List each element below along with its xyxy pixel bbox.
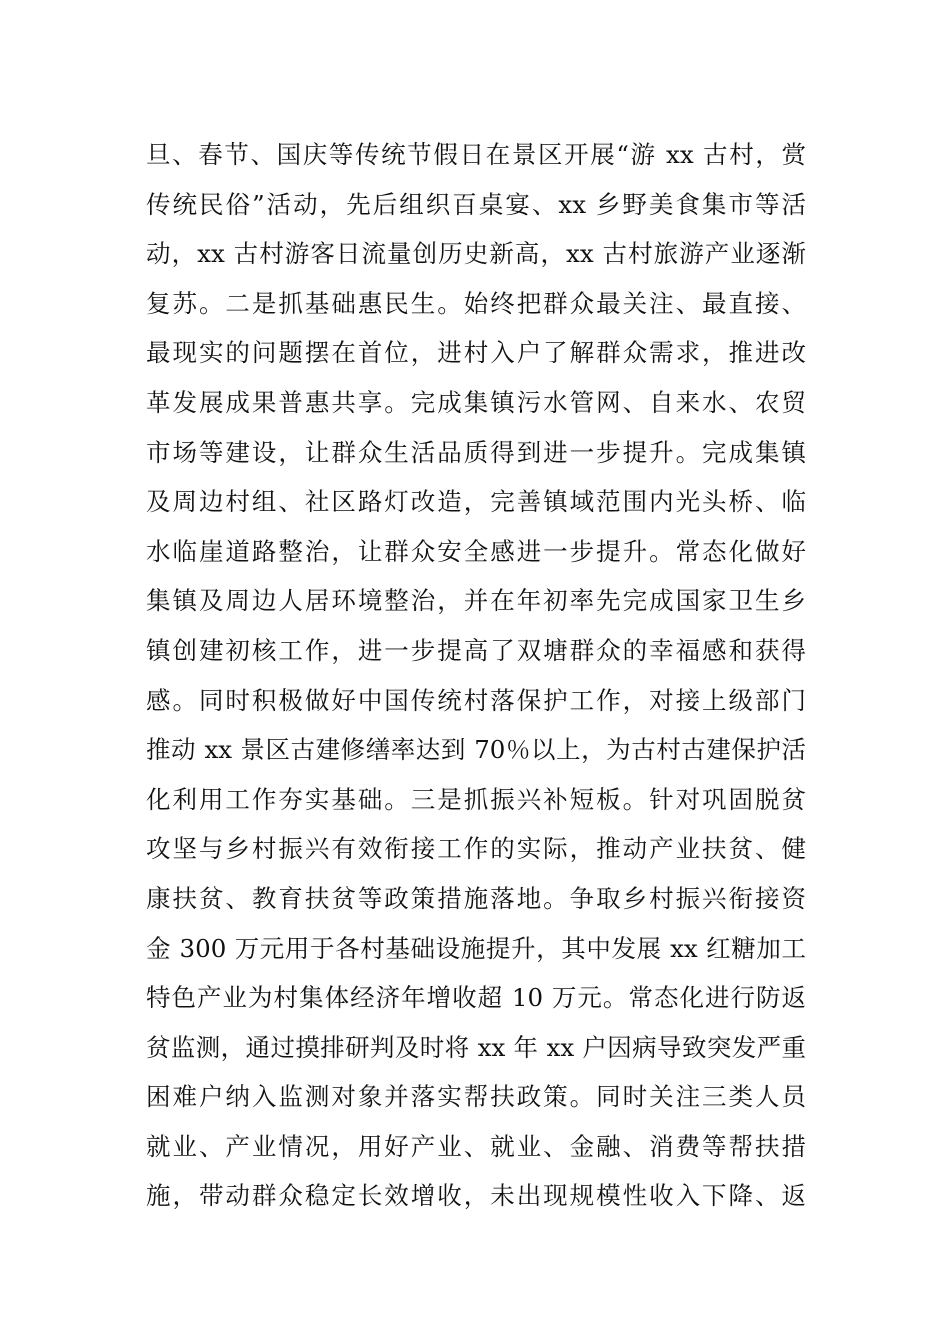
- text-line: 施，带动群众稳定长效增收，未出现规模性收入下降、返: [146, 1181, 806, 1211]
- text-line: 旦、春节、国庆等传统节假日在景区开展“游 xx 古村，赏: [146, 140, 806, 169]
- text-line: 化利用工作夯实基础。三是抓振兴补短板。针对巩固脱贫: [146, 784, 806, 814]
- text-line: 困难户纳入监测对象并落实帮扶政策。同时关注三类人员: [146, 1082, 806, 1112]
- text-line: 动，xx 古村游客日流量创历史新高，xx 古村旅游产业逐渐: [146, 239, 806, 269]
- text-line: 市场等建设，让群众生活品质得到进一步提升。完成集镇: [146, 437, 806, 467]
- text-line: 传统民俗”活动，先后组织百桌宴、xx 乡野美食集市等活: [146, 189, 806, 219]
- text-line: 革发展成果普惠共享。完成集镇污水管网、自来水、农贸: [146, 387, 806, 417]
- text-line: 特色产业为村集体经济年增收超 10 万元。常态化进行防返: [146, 983, 806, 1013]
- text-line: 感。同时积极做好中国传统村落保护工作，对接上级部门: [146, 685, 806, 715]
- body-text: [146, 130, 806, 1221]
- text-line: 就业、产业情况，用好产业、就业、金融、消费等帮扶措: [146, 1131, 806, 1161]
- text-line: 镇创建初核工作，进一步提高了双塘群众的幸福感和获得: [146, 635, 806, 665]
- text-line: 康扶贫、教育扶贫等政策措施落地。争取乡村振兴衔接资: [146, 883, 806, 913]
- text-line: 贫监测，通过摸排研判及时将 xx 年 xx 户因病导致突发严重: [146, 1032, 806, 1062]
- text-line: 金 300 万元用于各村基础设施提升，其中发展 xx 红糖加工: [146, 933, 806, 963]
- text-line: 攻坚与乡村振兴有效衔接工作的实际，推动产业扶贫、健: [146, 834, 806, 864]
- text-line: 复苏。二是抓基础惠民生。始终把群众最关注、最直接、: [146, 288, 806, 318]
- text-line: 集镇及周边人居环境整治，并在年初率先完成国家卫生乡: [146, 586, 806, 616]
- text-line: 及周边村组、社区路灯改造，完善镇域范围内光头桥、临: [146, 487, 806, 517]
- text-line: 水临崖道路整治，让群众安全感进一步提升。常态化做好: [146, 536, 806, 566]
- text-line: 推动 xx 景区古建修缮率达到 70％以上，为古村古建保护活: [146, 735, 806, 765]
- text-line: 最现实的问题摆在首位，进村入户了解群众需求，推进改: [146, 338, 806, 368]
